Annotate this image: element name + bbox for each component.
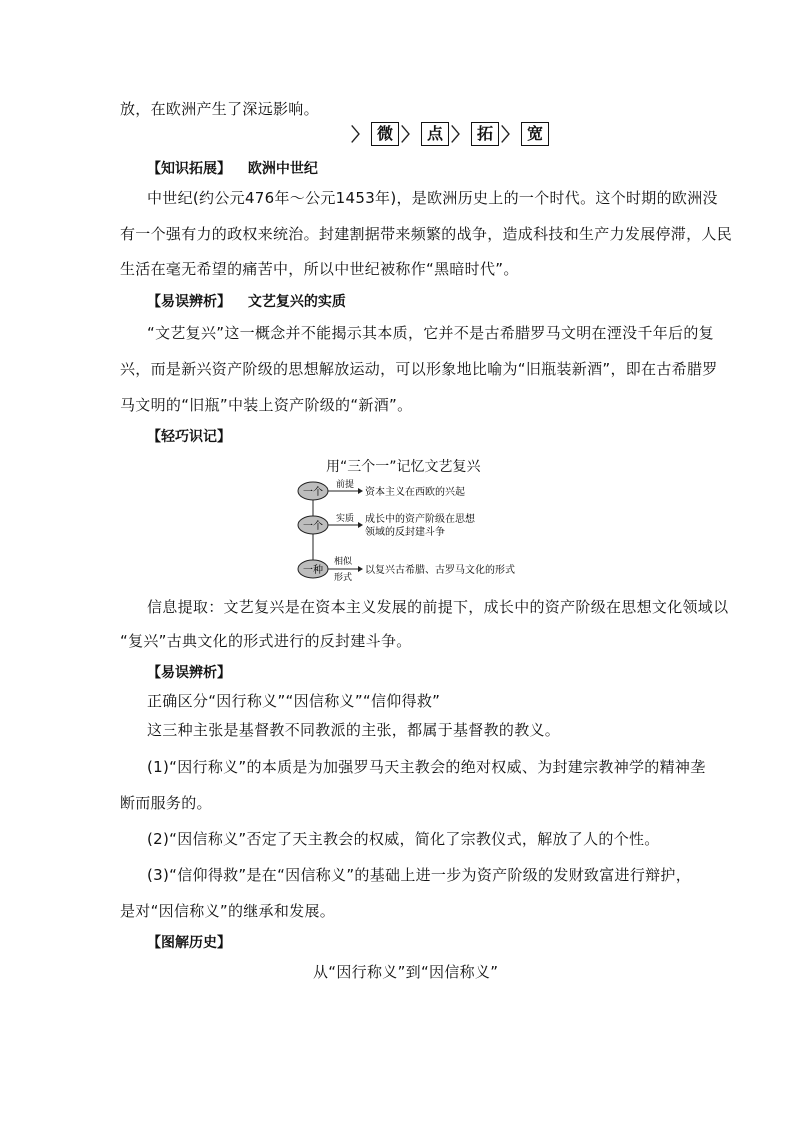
node-2-text-1: 成长中的资产阶级在思想: [365, 514, 475, 525]
arrow-1-label: 前提: [336, 480, 355, 490]
section-banner: [350, 121, 550, 147]
arrowhead-icon: [358, 488, 363, 494]
mistake2-item3-a: (3)“信仰得救”是在“因信称义”的基础上进一步为资产阶级的发财致富进行辩护，: [147, 866, 692, 884]
mistake2-item1-a: (1)“因行称义”的本质是为加强罗马天主教会的绝对权威、为封建宗教神学的精神垄: [147, 758, 706, 776]
arrow-2-label: 实质: [336, 514, 355, 524]
knowledge-line-3: 生活在毫无希望的痛苦中，所以中世纪被称作“黑暗时代”。: [120, 260, 519, 278]
node-2-text-2: 领域的反封建斗争: [365, 527, 445, 538]
mistake2-tag: 【易误辨析】: [147, 665, 231, 681]
banner-char-2: 点: [421, 122, 449, 146]
chevron-icon: 〉: [451, 125, 470, 146]
top-line: 放，在欧洲产生了深远影响。: [120, 100, 319, 118]
node-circle-3-label: 一种: [303, 565, 323, 576]
arrow-3-label-1: 相似: [334, 557, 353, 567]
knowledge-line-2: 有一个强有力的政权来统治。封建割据带来频繁的战争，造成科技和生产力发展停滞，人民: [120, 225, 733, 243]
node-circle-1-label: 一个: [303, 487, 323, 498]
mistake2-item3-b: 是对“因信称义”的继承和发展。: [120, 902, 336, 920]
node-3-text: 以复兴古希腊、古罗马文化的形式: [365, 565, 515, 576]
mistake1-line-1: “文艺复兴”这一概念并不能揭示其本质，它并不是古希腊罗马文明在湮没千年后的复: [147, 324, 714, 342]
arrowhead-icon: [358, 522, 363, 528]
banner-char-4: 宽: [521, 122, 549, 146]
info-line-1: 信息提取：文艺复兴是在资本主义发展的前提下，成长中的资产阶级在思想文化领域以: [147, 598, 729, 616]
history-tag: 【图解历史】: [147, 935, 231, 951]
mistake1-tag-label: 【易误辨析】: [147, 294, 231, 310]
mistake2-item1-b: 断而服务的。: [120, 794, 212, 812]
info-line-2: “复兴”古典文化的形式进行的反封建斗争。: [120, 632, 412, 650]
history-title: 从“因行称义”到“因信称义”: [313, 963, 499, 981]
chevron-icon: 〉: [351, 125, 369, 146]
banner-char-3: 拓: [471, 122, 499, 146]
arrowhead-icon: [358, 566, 363, 572]
mistake2-intro: 这三种主张是基督教不同教派的主张，都属于基督教的教义。: [147, 721, 561, 739]
chevron-icon: 〉: [501, 125, 520, 146]
memory-tag: 【轻巧识记】: [147, 429, 231, 445]
arrow-3-label-2: 形式: [334, 573, 353, 583]
mistake1-line-2: 兴，而是新兴资产阶级的思想解放运动，可以形象地比喻为“旧瓶装新酒”，即在古希腊罗: [120, 360, 718, 378]
mistake1-tag: [147, 291, 346, 311]
knowledge-title: 欧洲中世纪: [247, 161, 318, 177]
knowledge-line-1: 中世纪(约公元476年～公元1453年)，是欧洲历史上的一个时代。这个时期的欧洲没: [147, 189, 718, 207]
node-1-text: 资本主义在西欧的兴起: [365, 487, 465, 498]
mistake1-line-3: 马文明的“旧瓶”中装上资产阶级的“新酒”。: [120, 396, 413, 414]
knowledge-tag-label: 【知识拓展】: [147, 161, 231, 177]
mistake1-title: 文艺复兴的实质: [247, 294, 346, 310]
chevron-icon: 〉: [401, 125, 420, 146]
banner-char-1: 微: [371, 122, 399, 146]
node-circle-2-label: 一个: [303, 521, 323, 532]
memory-diagram-title: 用“三个一”记忆文艺复兴: [326, 459, 481, 475]
mistake2-item2: (2)“因信称义”否定了天主教会的权威，简化了宗教仪式，解放了人的个性。: [147, 830, 660, 848]
mistake2-subtitle: 正确区分“因行称义”“因信称义”“信仰得救”: [147, 692, 441, 710]
memory-diagram: [290, 474, 540, 586]
knowledge-tag: [147, 158, 318, 178]
